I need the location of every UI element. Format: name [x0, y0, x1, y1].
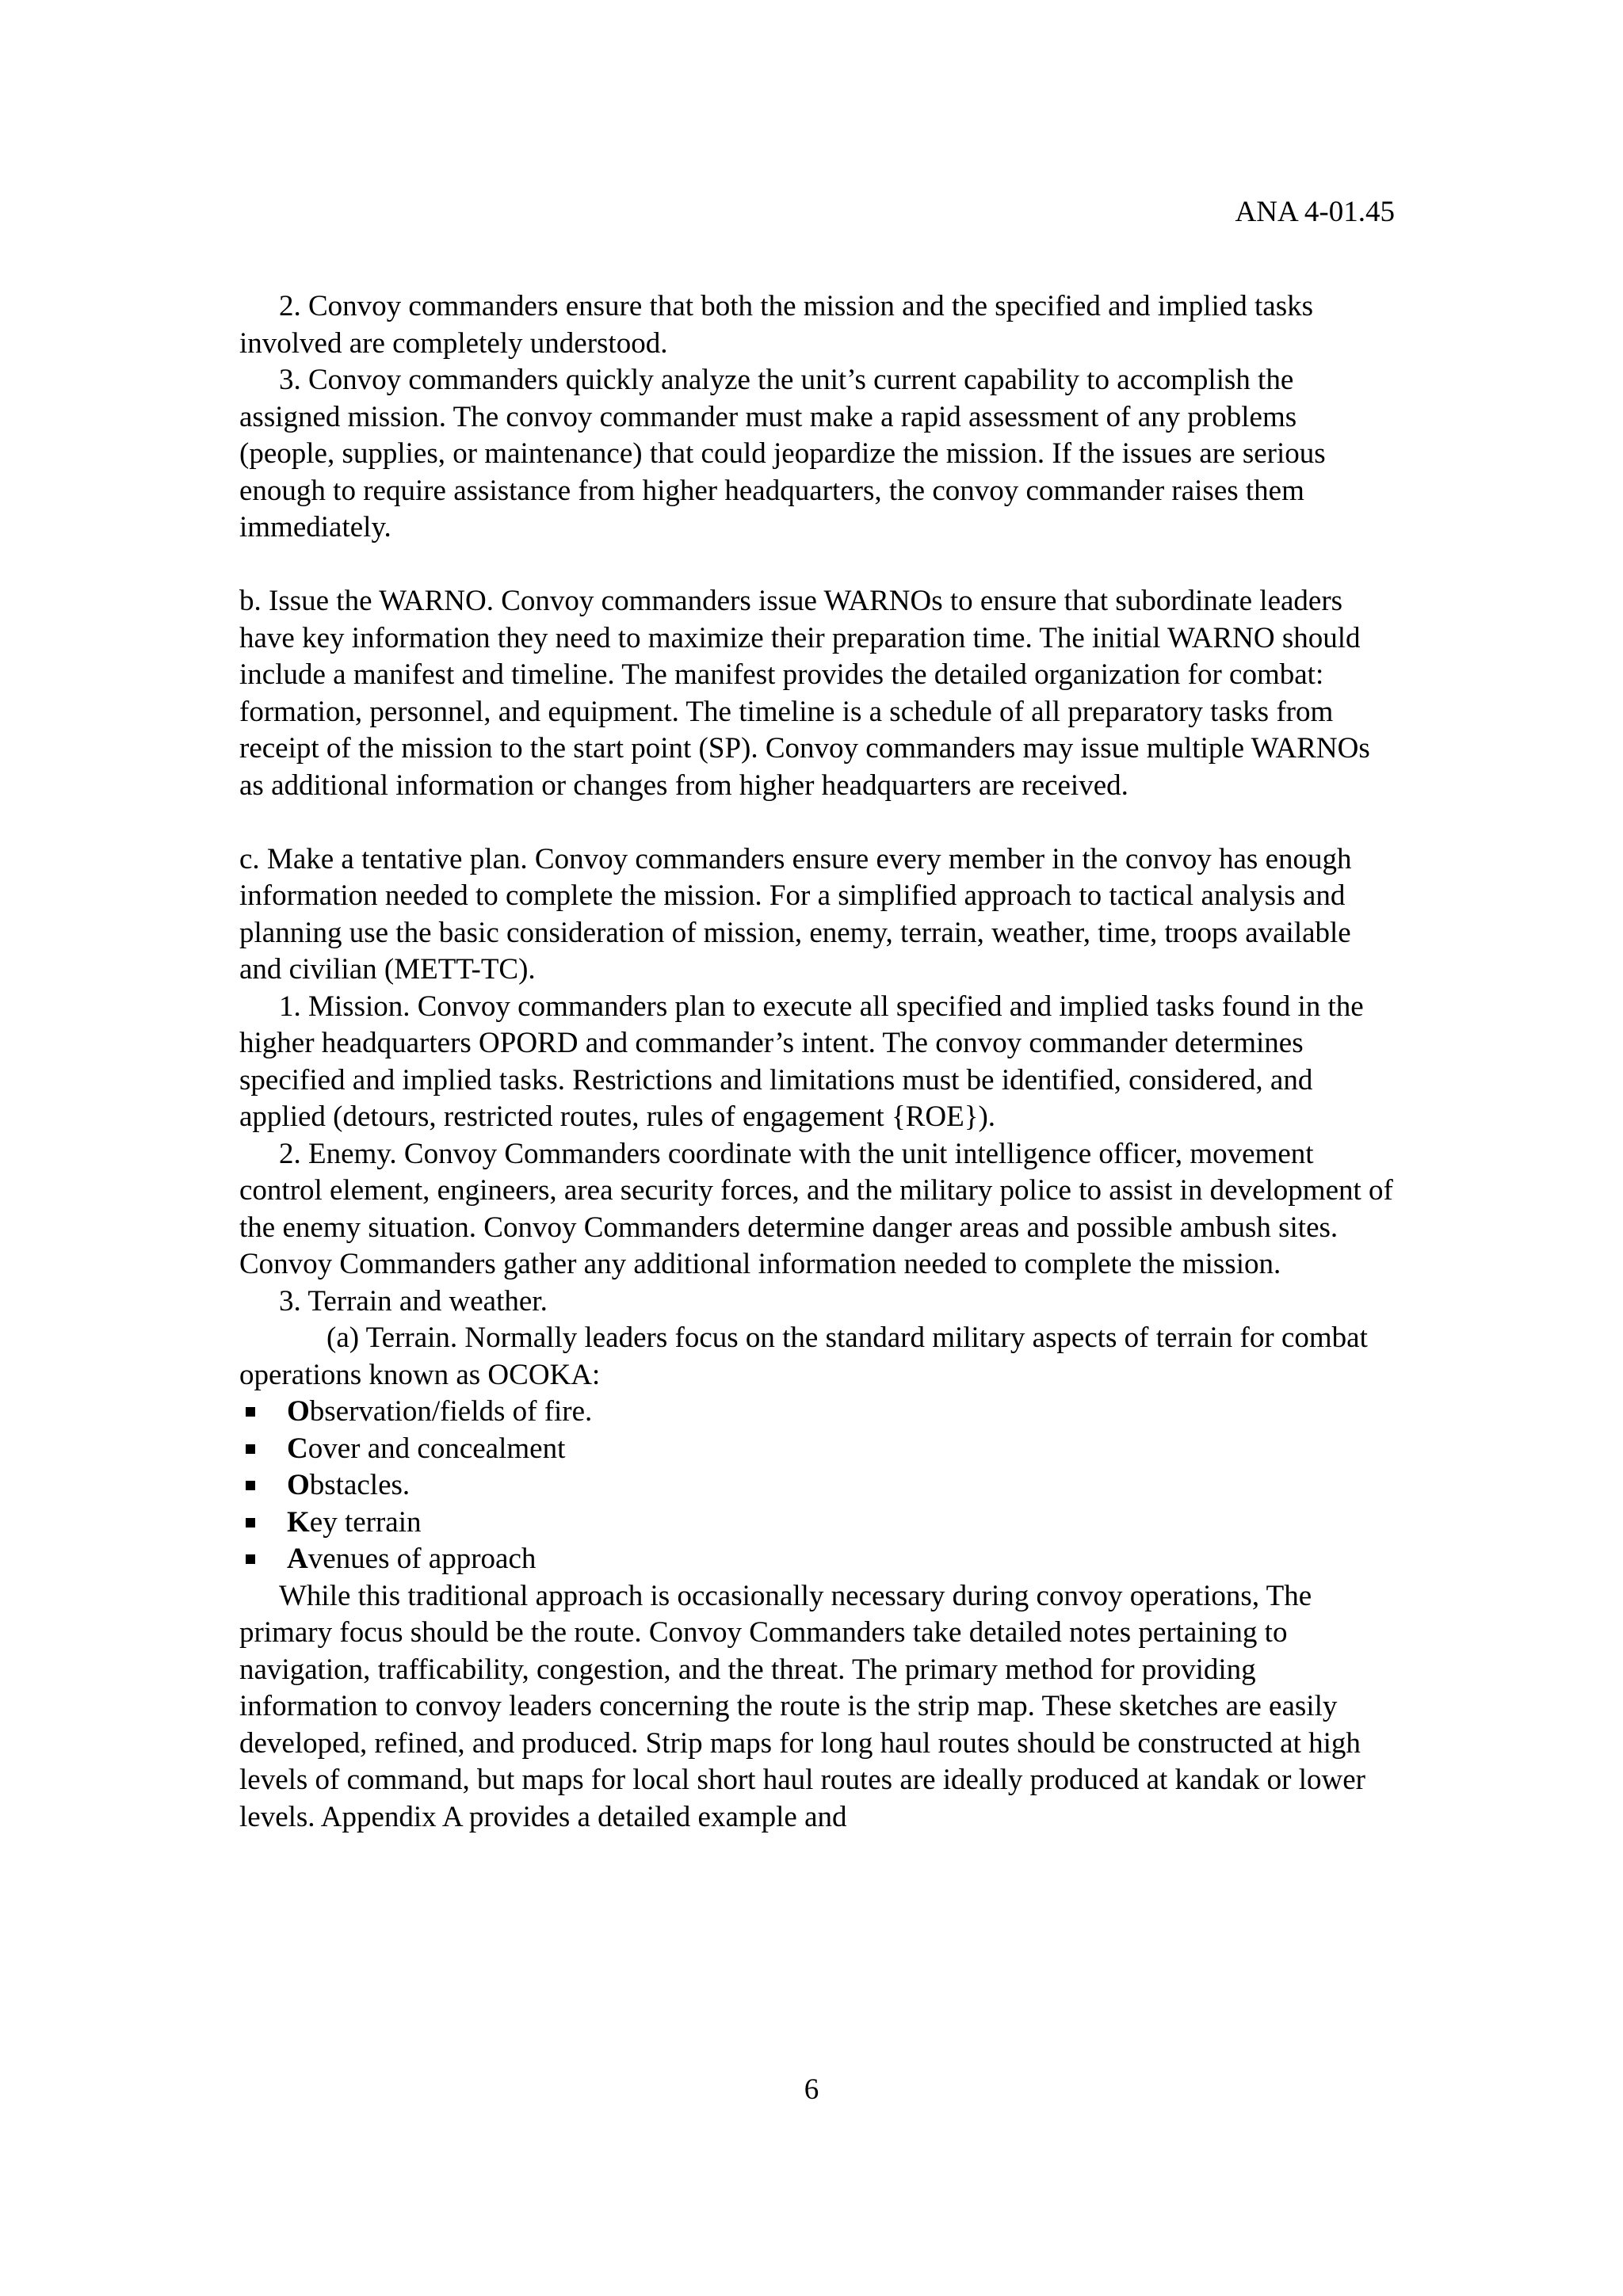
square-bullet-icon: [246, 1481, 255, 1490]
ocoka-list: [239, 1394, 1396, 1578]
ocoka-text: venues of approach: [307, 1543, 537, 1575]
paragraph-b-issue-warno: b. Issue the WARNO. Convoy commanders issue WARNOs to ensure that subordinate leaders have key information they need to maximize their preparation time. The initial WARNO should include a manifest and timeline. The manifest provides the detailed organization for combat: formation, personnel, and equipment. The timeline is a schedule of all preparatory tasks from receipt of the mission to the start point (SP). Convoy commanders may issue multiple WARNOs as additional information or changes from higher headquarters are received.: [239, 585, 1370, 802]
paragraph-c3-terrain-weather: 3. Terrain and weather.: [279, 1284, 548, 1318]
paragraph-a3: 3. Convoy commanders quickly analyze the unit’s current capability to accomplish the assigned mission. The convoy commander must make a rapid assessment of any problems (people, supplies, or maintenance) that could jeopardize the mission. If the issues are serious enough to require assistance from higher headquarters, the convoy commander raises them immediately.: [239, 364, 1326, 543]
square-bullet-icon: [246, 1444, 255, 1454]
ocoka-text: over and concealment: [307, 1432, 566, 1465]
paragraph-c-tentative-plan: c. Make a tentative plan. Convoy commanders ensure every member in the convoy has enough information needed to complete the mission. For a simplified approach to tactical analysis and planning use the basic consideration of mission, enemy, terrain, weather, time, troops available and civilian (METT-TC).: [239, 842, 1352, 986]
square-bullet-icon: [246, 1407, 255, 1417]
ocoka-initial: O: [287, 1395, 310, 1428]
paragraph-a2: 2. Convoy commanders ensure that both the mission and the specified and implied tasks involved are completely understood.: [239, 290, 1314, 360]
ocoka-initial: A: [287, 1543, 308, 1575]
ocoka-text: ey terrain: [309, 1505, 422, 1539]
ocoka-initial: O: [287, 1469, 310, 1501]
paragraph-gap: [239, 804, 1396, 841]
list-item: [239, 1394, 1396, 1431]
paragraph-gap: [239, 547, 1396, 584]
document-id-header: ANA 4-01.45: [1235, 196, 1395, 228]
square-bullet-icon: [246, 1518, 255, 1527]
page-body: [239, 288, 1396, 1836]
ocoka-initial: K: [287, 1505, 310, 1539]
ocoka-initial: C: [287, 1432, 308, 1465]
list-item: [239, 1467, 1396, 1505]
page-number: 6: [804, 2073, 819, 2106]
ocoka-text: bstacles.: [309, 1469, 411, 1501]
list-item: [239, 1505, 1396, 1542]
list-item: [239, 1541, 1396, 1578]
ocoka-text: bservation/fields of fire.: [309, 1395, 593, 1428]
paragraph-c3a-terrain: (a) Terrain. Normally leaders focus on the standard military aspects of terrain for combat operations known as OCOKA:: [239, 1322, 1368, 1391]
paragraph-c2-enemy: 2. Enemy. Convoy Commanders coordinate with the unit intelligence officer, movement control element, engineers, area security forces, and the military police to assist in development of the enemy situation. Convoy Commanders determine danger areas and possible ambush sites. Convoy Commanders gather any additional information needed to complete the mission.: [239, 1137, 1393, 1280]
list-item: [239, 1431, 1396, 1468]
square-bullet-icon: [246, 1554, 255, 1564]
paragraph-route-focus: While this traditional approach is occasionally necessary during convoy operations, The primary focus should be the route. Convoy Commanders take detailed notes pertaining to navigation, trafficability, congestion, and the threat. The primary method for providing information to convoy leaders concerning the route is the strip map. These sketches are easily developed, refined, and produced. Strip maps for long haul routes should be constructed at high levels of command, but maps for local short haul routes are ideally produced at kandak or lower levels. Appendix A provides a detailed example and: [239, 1579, 1365, 1833]
paragraph-c1-mission: 1. Mission. Convoy commanders plan to execute all specified and implied tasks found in the higher headquarters OPORD and commander’s intent. The convoy commander determines specified and implied tasks. Restrictions and limitations must be identified, considered, and applied (detours, restricted routes, rules of engagement {ROE}).: [239, 990, 1364, 1133]
